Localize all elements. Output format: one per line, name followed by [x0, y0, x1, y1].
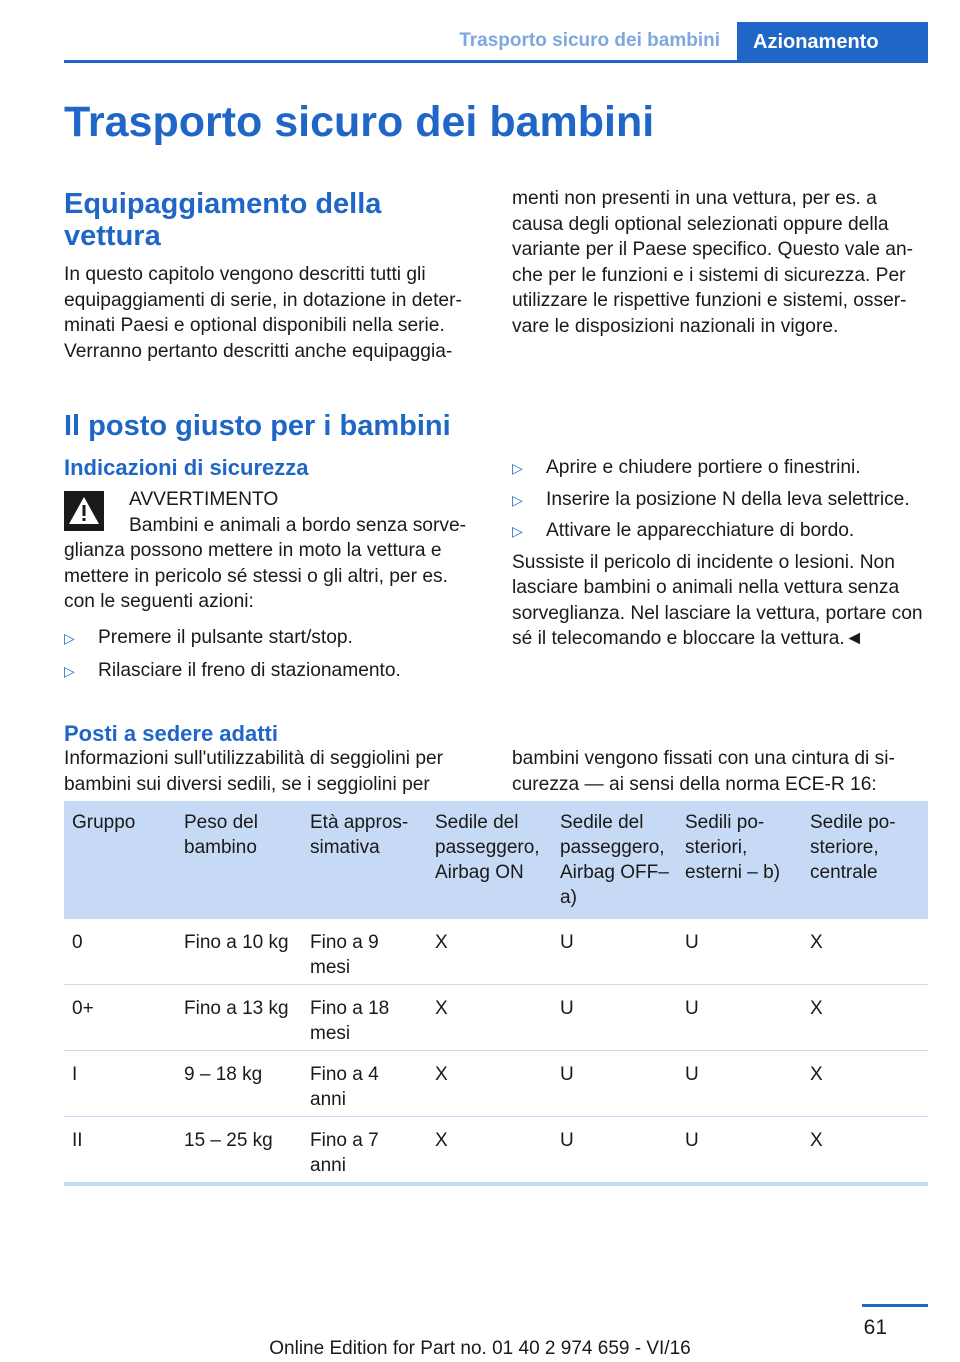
column-header: Gruppo [64, 801, 176, 919]
column-header: Sedile del passeggero, Airbag OFF– a) [552, 801, 677, 919]
bullet-triangle-icon: ▷ [64, 663, 75, 679]
safety-heading: Indicazioni di sicurezza [64, 455, 309, 480]
table-row [64, 985, 928, 1051]
warning-label: AVVERTIMENTO [129, 489, 279, 510]
running-header-tab: Azionamento [737, 22, 928, 63]
table-cell: X [427, 1051, 552, 1117]
safety-conclusion: Sussiste il pericolo di incidente o lesioni. Non lasciare bambini o animali nella vettura senza sorveglianza. Nel lasciare la vettura, portare con sé il telecomando e bloccare la vettura.◄ [512, 551, 923, 649]
seats-right-column [512, 746, 928, 797]
bullet-triangle-icon: ▷ [512, 460, 523, 476]
seats-text-left: Informazioni sull'utilizzabilità di seggiolini per bambini sui diversi sedili, se i seggiolini per [64, 748, 444, 795]
table-cell: 15 – 25 kg [176, 1117, 302, 1185]
safety-left-column [64, 455, 480, 684]
page-title: Trasporto sicuro dei bambini [64, 98, 655, 146]
table-cell: U [677, 919, 802, 985]
seats-heading: Posti a sedere adatti [64, 721, 278, 746]
table-cell: I [64, 1051, 176, 1117]
warning-triangle-icon [64, 491, 104, 531]
seats-left-column [64, 722, 480, 797]
table-cell: U [677, 1051, 802, 1117]
table-cell: X [802, 1051, 928, 1117]
page-number-rule [862, 1304, 928, 1307]
list-item: ▷ Premere il pulsante start/stop. [64, 625, 480, 651]
list-item: ▷ Aprire e chiudere portiere o finestrini. [512, 455, 928, 481]
bullet-list-right [512, 455, 928, 544]
column-header: Peso del bambino [176, 801, 302, 919]
table-cell: U [677, 985, 802, 1051]
table-cell: Fino a 13 kg [176, 985, 302, 1051]
list-item: ▷ Attivare le apparecchiature di bordo. [512, 518, 928, 544]
warning-block [64, 487, 480, 615]
equip-right-column [512, 186, 928, 339]
table-cell: U [552, 1117, 677, 1185]
place-heading: Il posto giusto per i bambini [64, 410, 451, 442]
column-header: Sedile po-steriore, centrale [802, 801, 928, 919]
edition-footer: Online Edition for Part no. 01 40 2 974 659 - VI/16 [269, 1338, 691, 1359]
safety-right-column [512, 455, 928, 652]
bullet-triangle-icon: ▷ [64, 629, 75, 646]
table-cell: U [677, 1117, 802, 1185]
table-cell: X [427, 919, 552, 985]
column-header: Sedili po-steriori, esterni – b) [677, 801, 802, 919]
table-row [64, 919, 928, 985]
warning-text-first: Bambini e animali a bordo senza sorve- [129, 514, 467, 536]
bullet-list-left [64, 625, 480, 684]
equip-text-left: In questo capitolo vengono descritti tutti gli equipaggiamenti di serie, in dotazione in deter-minati Paesi e optional disponibili nella serie. Verranno pertanto descritti anche equipaggia- [64, 264, 462, 362]
table-cell: U [552, 919, 677, 985]
table-row [64, 1117, 928, 1185]
column-header: Età appros-simativa [302, 801, 427, 919]
table-cell: X [427, 985, 552, 1051]
table-cell: Fino a 10 kg [176, 919, 302, 985]
table-row [64, 1051, 928, 1117]
table-cell: 0+ [64, 985, 176, 1051]
bullet-triangle-icon: ▷ [512, 491, 523, 508]
table-cell: Fino a 4 anni [302, 1051, 427, 1117]
table-cell: 9 – 18 kg [176, 1051, 302, 1117]
table-cell: U [552, 985, 677, 1051]
child-seat-table [64, 801, 928, 1186]
table-cell: II [64, 1117, 176, 1185]
equip-text-right: menti non presenti in una vettura, per es. a causa degli optional selezionati oppure della variante per il Paese specifico. Questo vale an-che per le funzioni e i sistemi di sicurezza. Per utilizzare le rispettive funzioni e sistemi, osser-vare le disposizioni nazionali in vigore. [512, 188, 914, 337]
table-cell: Fino a 7 anni [302, 1117, 427, 1185]
table-cell: X [802, 1117, 928, 1185]
table-cell: X [427, 1117, 552, 1185]
running-header-section: Trasporto sicuro dei bambini [459, 30, 720, 51]
column-header: Sedile del passeggero, Airbag ON [427, 801, 552, 919]
equip-left-column [64, 188, 480, 364]
table-header-row [64, 801, 928, 919]
table-cell: X [802, 985, 928, 1051]
list-item: ▷ Rilasciare il freno di stazionamento. [64, 658, 480, 684]
seats-text-right: bambini vengono fissati con una cintura di si-curezza — ai sensi della norma ECE-R 16: [512, 748, 895, 795]
table-cell: 0 [64, 919, 176, 985]
header-rule [64, 60, 928, 63]
table-cell: Fino a 18 mesi [302, 985, 427, 1051]
bullet-triangle-icon: ▷ [512, 523, 523, 539]
list-item: ▷ Inserire la posizione N della leva selettrice. [512, 487, 928, 513]
table-cell: X [802, 919, 928, 985]
warning-text: glianza possono mettere in moto la vettura e mettere in pericolo sé stessi o gli altri, per es. con le seguenti azioni: [64, 540, 448, 612]
table-cell: U [552, 1051, 677, 1117]
equip-heading: Equipaggiamento della vettura [64, 188, 382, 252]
page-number: 61 [863, 1316, 887, 1339]
table-cell: Fino a 9 mesi [302, 919, 427, 985]
